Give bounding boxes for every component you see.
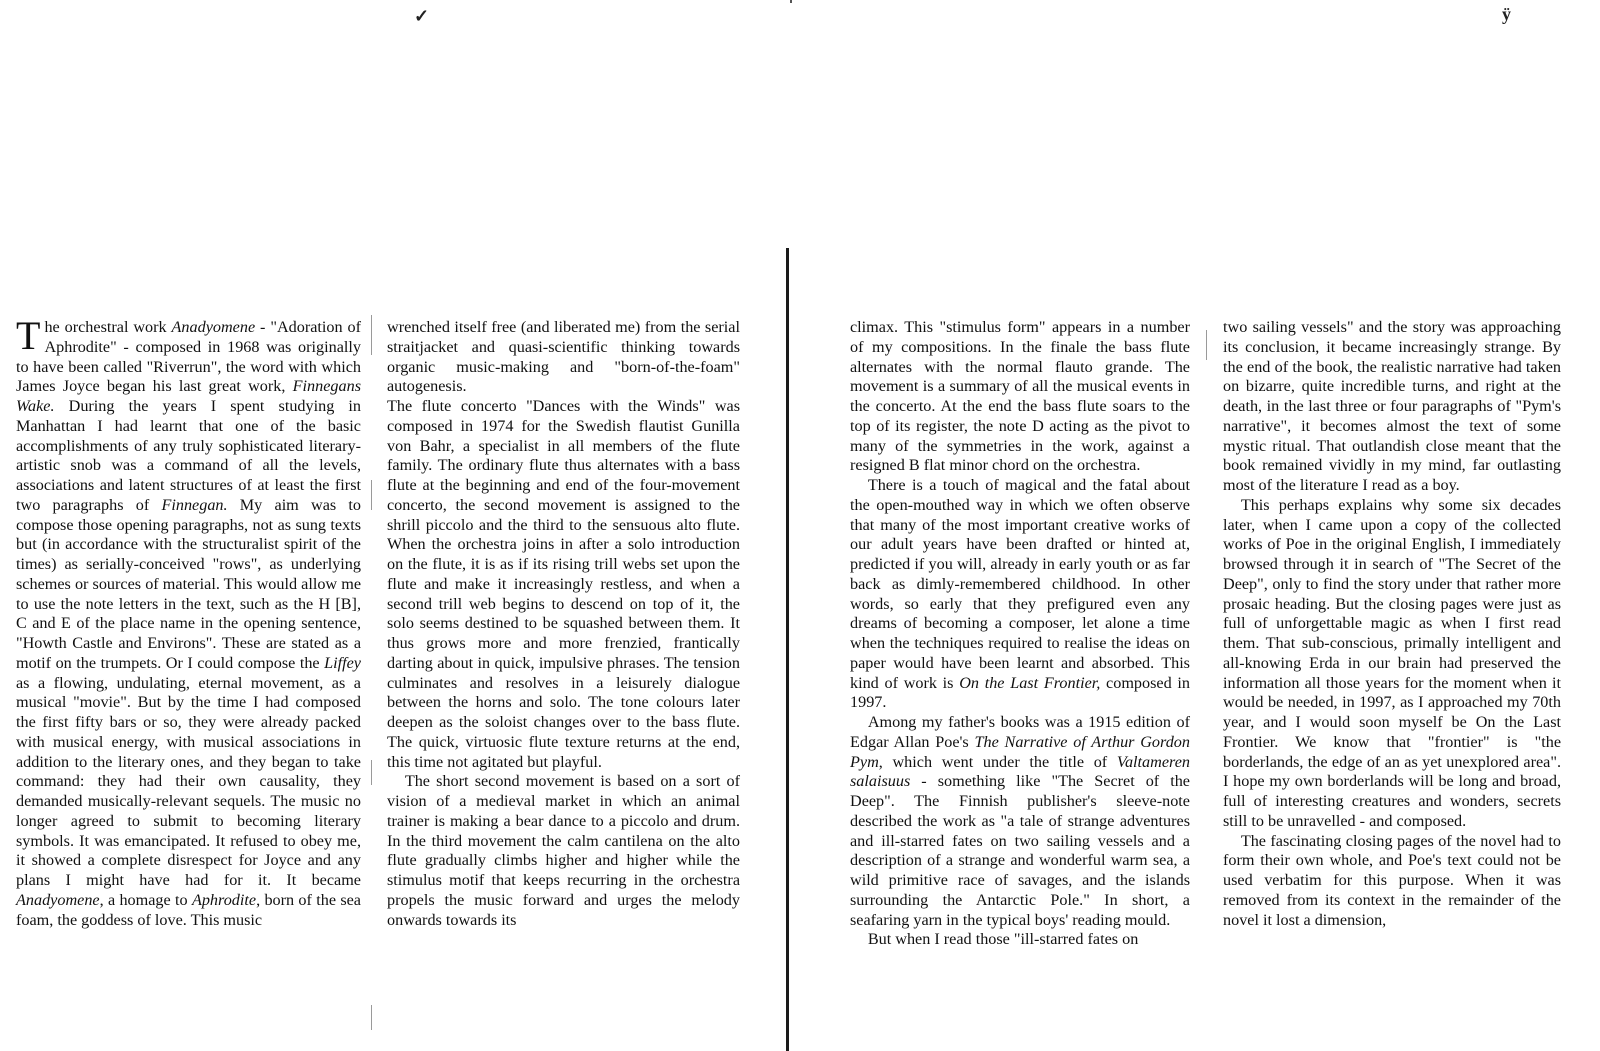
- text-run: , a homage to: [99, 890, 192, 909]
- column-rule: [371, 760, 372, 785]
- text-run: climax. This "stimulus form" appears in a number of my compositions. In the finale the bass flute alternates with the normal flauto grande. The movement is a summary of all the musical events in the concerto. At the end the bass flute soars to the top of its register, the note D acting as the pivot to many of the symmetries in the work, against a resigned B flat minor chord on the orchestra.: [850, 318, 1190, 475]
- text-run: - "Adoration of Aphrodite" - composed in 1968 was originally to have been called "Riverrun", the word with which James Joyce began his last great work,: [16, 318, 361, 396]
- column-rule: [1206, 330, 1207, 360]
- pen-mark-right: ÿ: [1502, 4, 1511, 24]
- text-run: he orchestral work: [44, 318, 172, 336]
- column-rule: [371, 315, 372, 355]
- paragraph: [1223, 496, 1561, 832]
- text-run: as a flowing, undulating, eternal movement, as a musical "movie". But by the time I had composed the first fifty bars or so, they were already packed with musical energy, with musical associations in addition to the literary ones, and they began to take command: they had their own causality, they demanded musically-relevant sequels. The music no longer agreed to submit to becoming literary symbols. It was emancipated. It refused to obey me, it showed a complete disrespect for Joyce and any plans I might have had for it. It became: [16, 673, 361, 889]
- italic-title: The Narrative of Arthur Gordon Pym: [850, 732, 1190, 771]
- text-column-1: [16, 313, 361, 930]
- text-run: composed in 1997.: [850, 673, 1190, 712]
- italic-title: Anadyomene: [171, 318, 256, 336]
- text-run: During the years I spent studying in Manhattan I had learnt that one of the basic accomplishments of any truly sophisticated literary-artistic snob was a command of all the levels, associations and latent structures of at least the first two paragraphs of: [16, 397, 361, 514]
- italic-title: Valtameren salaisuus: [850, 752, 1190, 791]
- paragraph: [850, 713, 1190, 930]
- column-rule: [371, 480, 372, 510]
- text-run: There is a touch of magical and the fatal about the open-mouthed way in which we often observe that many of the most important creative works of our adult years have been drafted or hinted at, predicted if you will, already in early youth or as far back as dimly-remembered childhood. In other words, so early that they prefigured even any dreams of becoming a composer, let alone a time when the techniques required to realise the ideas on paper would have been learnt and absorbed. This kind of work is: [850, 476, 1190, 692]
- text-run: My aim was to compose those opening paragraphs, not as sung texts but (in accordance with the structuralist spirit of the times) as serially-conceived "rows", as underlying schemes or sources of material. This would allow me to use the note letters in the text, such as the H [B], C and E of the place name in the opening sentence, "Howth Castle and Environs". These are stated as a motif on the trumpets. Or I could compose the: [16, 495, 361, 672]
- pen-mark-left: ✓: [414, 6, 430, 26]
- paragraph: [387, 397, 740, 772]
- text-run: This perhaps explains why some six decades later, when I came upon a copy of the collected works of Poe in the original English, I immediately browsed through it in search of "The Secret of the Deep", only to find the story under that rather more prosaic heading. But the closing pages were just as full of unforgettable magic as when I first read them. That sub-conscious, primally intelligent and all-knowing Erda in our brain had preserved the information all those years for the moment when it would be needed, in 1997, as I approached my 70th year, and I would soon myself be On the Last Frontier. We know that "frontier" is "the borderlands, the edge of an as yet unexplored area". I hope my own borderlands will be long and broad, full of interesting creatures and wonders, secrets still to be unravelled - and composed.: [1223, 495, 1561, 830]
- italic-title: Aphrodite: [191, 890, 257, 909]
- text-run: wrenched itself free (and liberated me) from the serial straitjacket and quasi-scientific thinking towards organic music-making and "born-of-the-foam" autogenesis.: [387, 318, 740, 396]
- italic-title: Liffey: [324, 653, 361, 672]
- italic-title: Finnegans Wake.: [16, 377, 361, 415]
- top-edge-mark: [790, 0, 792, 3]
- drop-cap: T: [16, 313, 41, 358]
- text-column-4: [1223, 318, 1561, 930]
- text-run: two sailing vessels" and the story was approaching its conclusion, it became increasingly strange. By the end of the book, the realistic narrative had taken on bizarre, quite incredible turns, and right at the death, in the last three or four paragraphs of "Pym's narrative", it becomes almost the text of some mystic ritual. That outlandish close meant that the book remained vividly in my mind, far outlasting most of the literature I read as a boy.: [1223, 318, 1561, 494]
- italic-title: On the Last Frontier,: [959, 673, 1101, 692]
- text-run: , which went under the title of: [878, 752, 1117, 771]
- text-run: The flute concerto "Dances with the Winds" was composed in 1974 for the Swedish flautist Gunilla von Bahr, a specialist in all members of the flute family. The ordinary flute thus alternates with a bass flute at the beginning and end of the four-movement concerto, the second movement is assigned to the shrill piccolo and the third to the sensuous alto flute. When the orchestra joins in after a solo introduction on the flute, it is as if its rising trill webs set upon the flute and make it increasingly restless, and when a second trill web begins to descend on top of it, the solo seems destined to be squashed between them. It thus grows more and more frenzied, frantically darting about in quick, impulsive phrases. The tension culminates and resolves in a leisurely dialogue between the horns and solo. The tone colours later deepen as the soloist changes over to the bass flute. The quick, virtuosic flute texture returns at the end, this time not agitated but playful.: [387, 397, 740, 771]
- paragraph: [387, 772, 740, 930]
- text-run: , born of the sea foam, the goddess of love. This music: [16, 890, 361, 929]
- text-run: - something like "The Secret of the Deep". The Finnish publisher's sleeve-note described the work as "a tale of strange adventures and ill-starred fates on two sailing vessels and a description of a strange and wonderful warm sea, a wild primitive race of savages, and the islands surrounding the Antarctic Pole." In short, a seafaring yarn in the typical boys' reading mould.: [850, 772, 1190, 929]
- text-run: Among my father's books was a 1915 edition of Edgar Allan Poe's: [850, 713, 1190, 751]
- paragraph: [850, 318, 1190, 476]
- text-column-2: [387, 318, 740, 930]
- text-run: The short second movement is based on a sort of vision of a medieval market in which an animal trainer is making a bear dance to a piccolo and drum. In the third movement the calm cantilena on the alto flute gradually climbs higher and higher while the stimulus motif that keeps recurring in the orchestra propels the music forward and urges the melody onwards towards its: [387, 772, 740, 929]
- paragraph: [387, 318, 740, 397]
- paragraph: [850, 930, 1190, 950]
- page-gutter-fold: [786, 248, 789, 1051]
- text-run: But when I read those "ill-starred fates on: [867, 930, 1139, 949]
- paragraph: [850, 476, 1190, 713]
- text-run: The fascinating closing pages of the novel had to form their own whole, and Poe's text could not be used verbatim for this purpose. When it was removed from its context in the remainder of the novel it lost a dimension,: [1223, 831, 1561, 929]
- text-column-3: [850, 318, 1190, 950]
- column-rule: [371, 1005, 372, 1030]
- italic-title: Finnegan.: [161, 495, 228, 514]
- italic-title: Anadyomene: [16, 890, 100, 909]
- paragraph: [16, 313, 361, 930]
- paragraph: [1223, 832, 1561, 931]
- paragraph: [1223, 318, 1561, 496]
